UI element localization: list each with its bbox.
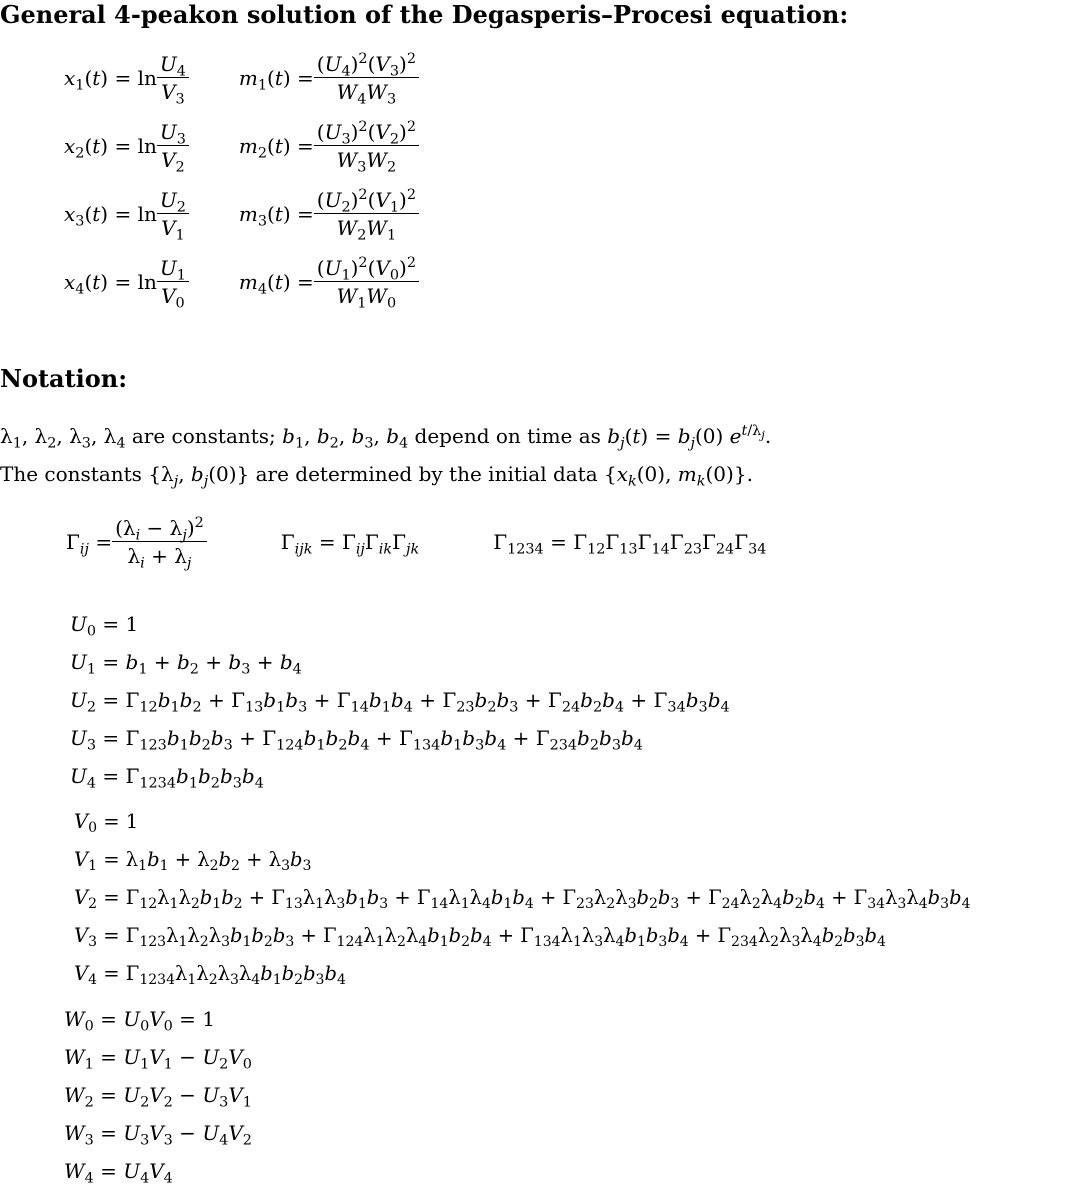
w4-equation: $W_4 = U_4V_4$ <box>64 1159 173 1187</box>
w0-equation: $W_0 = U_0V_0 = 1$ <box>64 1007 216 1035</box>
v0-equation: $V_0 = 1$ <box>74 810 139 837</box>
w2-equation: $W_2 = U_2V_2 - U_3V_1$ <box>64 1083 252 1111</box>
main-heading: General 4-peakon solution of the Degasperis–Procesi equation: <box>0 0 849 29</box>
notation-line-1: $\lambda_1$, $\lambda_2$, $\lambda_3$, $\lambda_4$ are constants; $b_1$, $b_2$, $b_3$, $b_4$ depend on time as $b_j(t) = b_j(0)$ $e^{t/\lambda_j}$. <box>0 423 772 452</box>
u0-equation: $U_0 = 1$ <box>70 612 139 640</box>
gamma-definitions: $\Gamma_{ij}$ = $\frac{(\lambda_i - \lambda_j)^2}{\lambda_i + \lambda_j}$ $\Gamma_{ijk} = \Gamma_{ij}\Gamma_{ik}\Gamma_{jk}$ $\Gamma_{1234} = \Gamma_{12}\Gamma_{13}\Gamma_{14}\Gamma_{23}\Gamma_{24}\Gamma_{34}$ <box>66 515 767 572</box>
v3-equation: $V_3 = \Gamma_{123}\lambda_1\lambda_2\lambda_3b_1b_2b_3 + \Gamma_{124}\lambda_1\lambda_2\lambda_4b_1b_2b_4 + \Gamma_{134}\lambda_1\lambda_3\lambda_4b_1b_3b_4 + \Gamma_{234}\lambda_2\lambda_3\lambda_4b_2b_3b_4$ <box>74 924 886 951</box>
u1-equation: $U_1 = b_1 + b_2 + b_3 + b_4$ <box>70 650 302 678</box>
solution-x1-m1: $x_1(t) = \ln$ $\frac{U_4}{V_3}$ $m_1(t)$ = $\frac{(U_4)^2(V_3)^2}{W_4W_3}$ <box>64 52 419 104</box>
u-definitions <box>70 605 730 795</box>
v1-equation: $V_1 = \lambda_1b_1 + \lambda_2b_2 + \lambda_3b_3$ <box>74 848 312 875</box>
u2-equation: $U_2 = \Gamma_{12}b_1b_2 + \Gamma_{13}b_1b_3 + \Gamma_{14}b_1b_4 + \Gamma_{23}b_2b_3 + \Gamma_{24}b_2b_4 + \Gamma_{34}b_3b_4$ <box>70 688 730 716</box>
solution-x2-m2: $x_2(t) = \ln$ $\frac{U_3}{V_2}$ $m_2(t)$ = $\frac{(U_3)^2(V_2)^2}{W_3W_2}$ <box>64 120 419 172</box>
v-definitions <box>74 803 971 993</box>
u4-equation: $U_4 = \Gamma_{1234}b_1b_2b_3b_4$ <box>70 764 264 792</box>
u3-equation: $U_3 = \Gamma_{123}b_1b_2b_3 + \Gamma_{124}b_1b_2b_4 + \Gamma_{134}b_1b_3b_4 + \Gamma_{234}b_2b_3b_4$ <box>70 726 643 754</box>
w-definitions <box>64 1000 252 1190</box>
v4-equation: $V_4 = \Gamma_{1234}\lambda_1\lambda_2\lambda_3\lambda_4b_1b_2b_3b_4$ <box>74 962 346 989</box>
notation-heading: Notation: <box>0 364 128 393</box>
notation-line-2: The constants {$\lambda_j$, $b_j(0)$} are determined by the initial data {$x_k(0)$, $m_k(0)$}. <box>0 462 753 490</box>
v2-equation: $V_2 = \Gamma_{12}\lambda_1\lambda_2b_1b_2 + \Gamma_{13}\lambda_1\lambda_3b_1b_3 + \Gamma_{14}\lambda_1\lambda_4b_1b_4 + \Gamma_{23}\lambda_2\lambda_3b_2b_3 + \Gamma_{24}\lambda_2\lambda_4b_2b_4 + \Gamma_{34}\lambda_3\lambda_4b_3b_4$ <box>74 886 971 913</box>
ln-operator: ln <box>137 66 157 90</box>
solution-x4-m4: $x_4(t) = \ln$ $\frac{U_1}{V_0}$ $m_4(t)$ = $\frac{(U_1)^2(V_0)^2}{W_1W_0}$ <box>64 256 419 308</box>
w1-equation: $W_1 = U_1V_1 - U_2V_0$ <box>64 1045 252 1073</box>
w3-equation: $W_3 = U_3V_3 - U_4V_2$ <box>64 1121 252 1149</box>
solution-x3-m3: $x_3(t) = \ln$ $\frac{U_2}{V_1}$ $m_3(t)$ = $\frac{(U_2)^2(V_1)^2}{W_2W_1}$ <box>64 188 419 240</box>
